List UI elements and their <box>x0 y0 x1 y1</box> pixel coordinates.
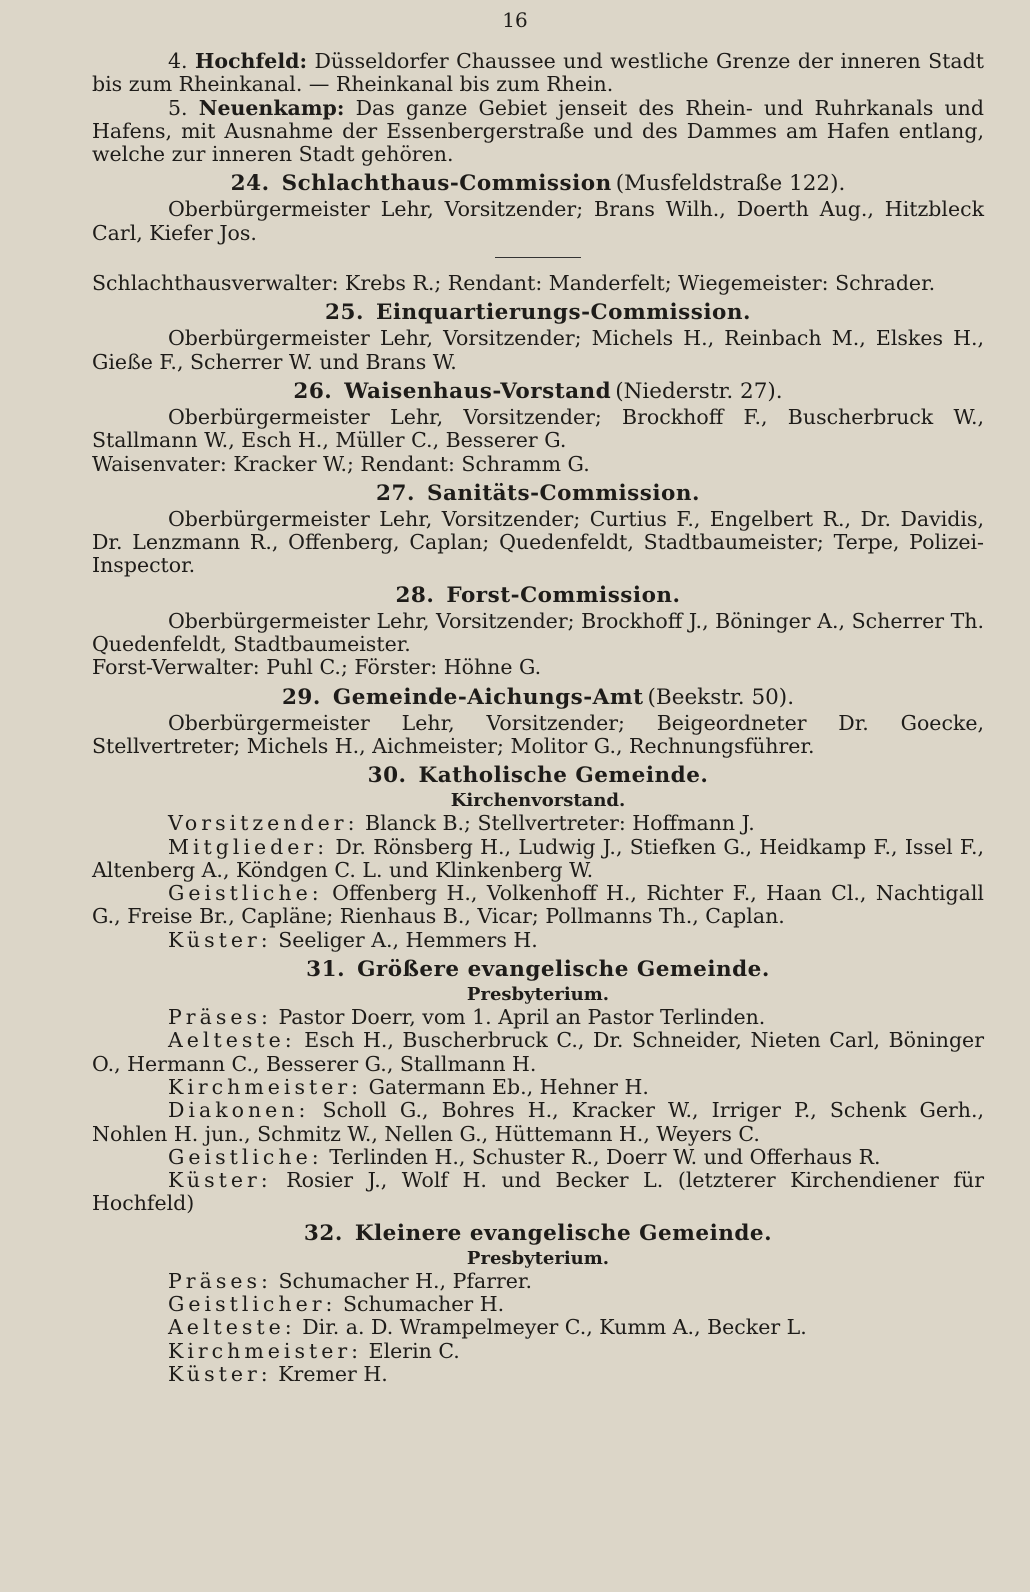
section-heading-29 <box>92 685 984 710</box>
section-staff: Schlachthausverwalter: Krebs R.; Rendant: Manderfelt; Wiegemeister: Schrader. <box>92 271 936 296</box>
district-text: Das ganze Gebiet jenseit des Rhein- und Ruhrkanals und Hafens, mit Ausnahme der Essenbergerstraße und des Dammes am Hafen entlang, welche zur inneren Stadt gehören. <box>92 95 984 167</box>
entry-line <box>92 929 984 952</box>
district-number: 5. <box>168 95 188 120</box>
section-title: Einquartierungs-Commission. <box>375 300 751 326</box>
section-members: Oberbürgermeister Lehr, Vorsitzender; Brockhoff J., Böninger A., Scherrer Th. Quedenfeldt, Stadtbaumeister. <box>92 608 984 657</box>
section-heading-27 <box>92 481 984 506</box>
entry-label: Küster: <box>168 1168 272 1193</box>
entry-label: Aelteste: <box>168 1315 296 1340</box>
entry-text: Offenberg H., Volkenhoff H., Richter F., Haan Cl., Nachtigall G., Freise Br., Capläne; Rienhaus B., Vicar; Pollmanns Th., Caplan. <box>92 881 984 929</box>
entry-label: Mitglieder: <box>168 834 329 859</box>
section-heading-30 <box>92 763 984 788</box>
entry-text: Gatermann Eb., Hehner H. <box>368 1074 649 1099</box>
section-number: 29. <box>281 684 321 710</box>
entry-label: Küster: <box>168 927 272 952</box>
section-subtitle: Kirchenvorstand. <box>450 790 626 812</box>
entry-label: Kirchmeister: <box>168 1074 363 1099</box>
entry-text: Kremer H. <box>278 1361 388 1386</box>
section-members: Oberbürgermeister Lehr, Vorsitzender; Beigeordneter Dr. Goecke, Stellvertreter; Michels H., Aichmeister; Molitor G., Rechnungsführer. <box>92 710 984 758</box>
section-subtitle: Presbyterium. <box>466 1247 610 1269</box>
section-title: Kleinere evangelische Gemeinde. <box>354 1220 773 1246</box>
section-heading-26 <box>92 379 984 404</box>
entry-text: Rosier J., Wolf H. und Becker L. (letzterer Kirchendiener für Hochfeld) <box>92 1168 984 1216</box>
entry-label: Geistliche: <box>168 881 323 906</box>
district-name: Neuenkamp: <box>198 95 345 120</box>
section-heading-32 <box>92 1221 984 1246</box>
entry-label: Küster: <box>168 1361 272 1386</box>
section-number: 25. <box>325 300 364 326</box>
entry-line <box>92 1169 984 1216</box>
entry-text: Esch H., Buscherbruck C., Dr. Schneider, Nieten Carl, Böninger O., Hermann C., Besserer G., Stallmann H. <box>92 1028 984 1076</box>
entry-label: Geistliche: <box>168 1144 323 1169</box>
section-title: Größere evangelische Gemeinde. <box>357 957 770 983</box>
entry-line <box>92 1099 984 1146</box>
section-address: (Niederstr. 27). <box>615 378 783 404</box>
section-heading-31 <box>92 957 984 982</box>
entry-label: Vorsitzender: <box>168 811 359 836</box>
district-hochfeld <box>92 50 984 97</box>
district-name: Hochfeld: <box>195 49 308 73</box>
section-title: Schlachthaus-Commission <box>281 171 612 197</box>
section-number: 32. <box>303 1220 343 1246</box>
entry-label: Geistlicher: <box>168 1291 337 1316</box>
entry-label: Diakonen: <box>168 1098 310 1123</box>
entry-text: Dr. Rönsberg H., Ludwig J., Stiefken G., Heidkamp F., Issel F., Altenberg A., Köndgen C. L. und Klinkenberg W. <box>92 834 984 882</box>
section-staff: Forst-Verwalter: Puhl C.; Förster: Höhne G. <box>92 655 542 680</box>
entry-text: Schumacher H., Pfarrer. <box>278 1268 532 1293</box>
entry-line <box>92 836 984 883</box>
entry-label: Kirchmeister: <box>168 1338 363 1363</box>
page-content <box>92 50 984 1386</box>
section-members: Oberbürgermeister Lehr, Vorsitzender; Brockhoff F., Buscherbruck W., Stallmann W., Esch H., Müller C., Besserer G. <box>92 404 984 453</box>
section-address: (Musfeldstraße 122). <box>615 171 846 197</box>
section-staff: Waisenvater: Kracker W.; Rendant: Schramm G. <box>92 451 590 476</box>
section-title: Gemeinde-Aichungs-Amt <box>332 684 644 710</box>
section-title: Forst-Commission. <box>446 582 681 608</box>
entry-label: Präses: <box>168 1268 272 1293</box>
entry-text: Elerin C. <box>368 1338 460 1363</box>
entry-line <box>92 812 984 835</box>
page-number: 16 <box>502 8 528 32</box>
entry-line <box>92 1363 984 1386</box>
entry-line <box>92 1293 984 1316</box>
section-address: (Beekstr. 50). <box>647 684 795 710</box>
district-neuenkamp <box>92 97 984 167</box>
entry-line <box>92 1316 984 1339</box>
entry-text: Dir. a. D. Wrampelmeyer C., Kumm A., Becker L. <box>302 1315 807 1340</box>
entry-line <box>92 1076 984 1099</box>
entry-text: Schumacher H. <box>343 1291 505 1316</box>
section-number: 27. <box>376 480 415 506</box>
entry-text: Pastor Doerr, vom 1. April an Pastor Terlinden. <box>278 1005 766 1030</box>
district-number: 4. <box>168 49 188 73</box>
entry-line <box>92 1270 984 1293</box>
entry-line <box>92 1006 984 1029</box>
entry-label: Aelteste: <box>168 1028 296 1053</box>
section-title: Waisenhaus-Vorstand <box>344 378 612 404</box>
entry-text: Terlinden H., Schuster R., Doerr W. und Offerhaus R. <box>329 1144 881 1169</box>
section-title: Sanitäts-Commission. <box>426 480 700 506</box>
section-subtitle: Presbyterium. <box>466 984 610 1006</box>
section-heading-24 <box>92 171 984 196</box>
section-heading-28 <box>92 583 984 608</box>
section-number: 26. <box>293 378 333 404</box>
section-title: Katholische Gemeinde. <box>418 763 709 789</box>
entry-text: Blanck B.; Stellvertreter: Hoffmann J. <box>365 811 755 836</box>
entry-line <box>92 882 984 929</box>
entry-line <box>92 1146 984 1169</box>
entry-label: Präses: <box>168 1005 272 1030</box>
section-heading-25 <box>92 300 984 325</box>
section-members: Oberbürgermeister Lehr, Vorsitzender; Michels H., Reinbach M., Elskes H., Gieße F., Scherrer W. und Brans W. <box>92 326 984 374</box>
section-number: 28. <box>395 582 435 608</box>
district-text: Düsseldorfer Chaussee und westliche Grenze der inneren Stadt bis zum Rheinkanal. — Rheinkanal bis zum Rhein. <box>92 49 984 97</box>
section-members: Oberbürgermeister Lehr, Vorsitzender; Brans Wilh., Doerth Aug., Hitzbleck Carl, Kiefer Jos. <box>92 197 984 245</box>
section-number: 30. <box>367 763 407 789</box>
section-number: 24. <box>230 171 270 197</box>
entry-text: Seeliger A., Hemmers H. <box>278 927 538 952</box>
entry-line <box>92 1340 984 1363</box>
entry-text: Scholl G., Bohres H., Kracker W., Irriger P., Schenk Gerh., Nohlen H. jun., Schmitz W., Nellen G., Hüttemann H., Weyers C. <box>92 1098 984 1146</box>
section-members: Oberbürgermeister Lehr, Vorsitzender; Curtius F., Engelbert R., Dr. Davidis, Dr. Lenzmann R., Offenberg, Caplan; Quedenfeldt, Stadtbaumeister; Terpe, Polizei-Inspector. <box>92 506 984 578</box>
section-number: 31. <box>306 957 346 983</box>
entry-line <box>92 1029 984 1076</box>
divider <box>495 257 581 258</box>
